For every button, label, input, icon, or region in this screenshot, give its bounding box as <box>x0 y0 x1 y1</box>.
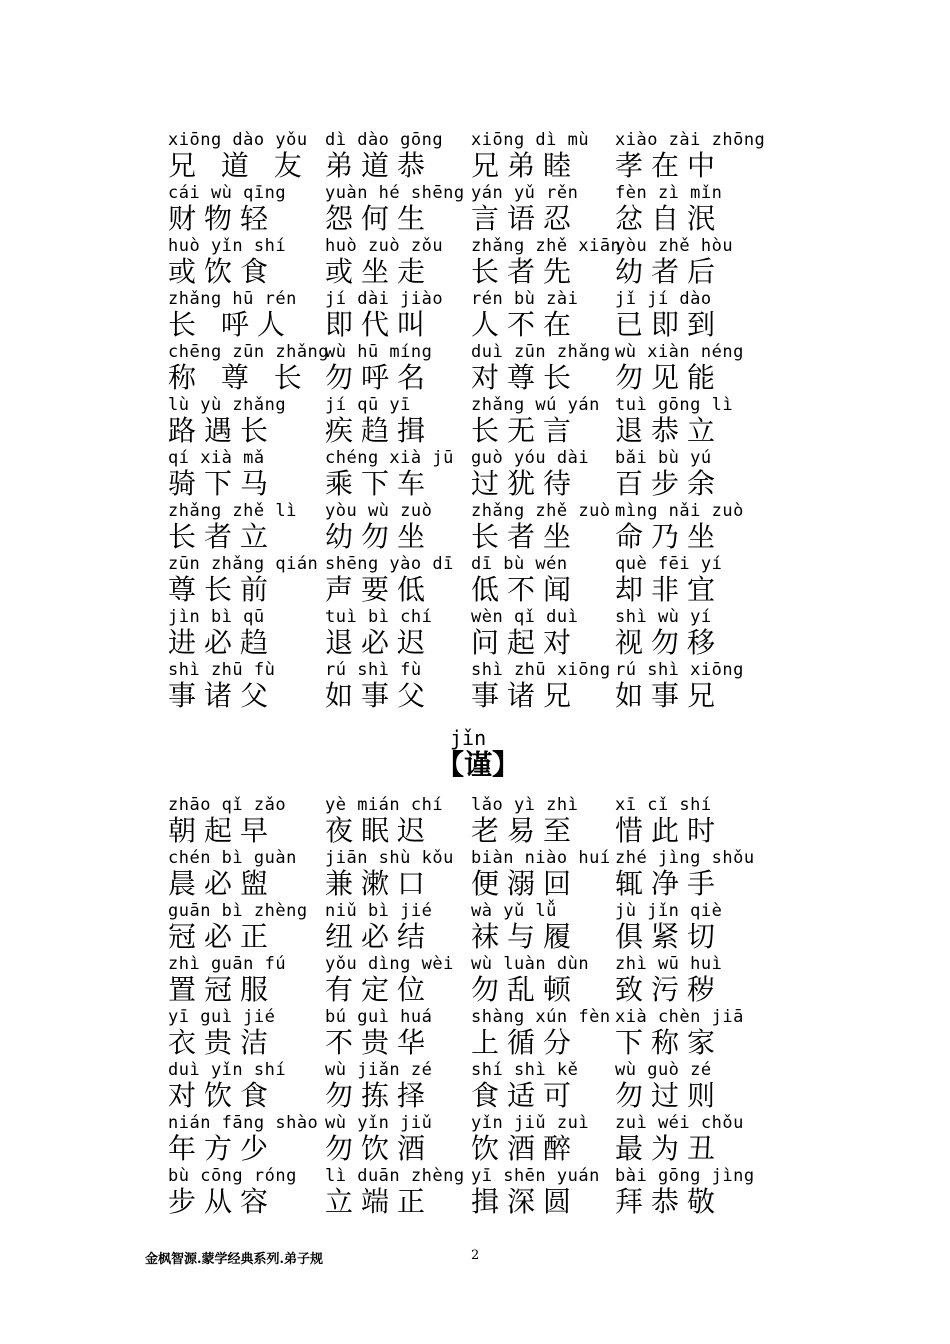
verse-line <box>168 130 808 184</box>
hanzi-text: 纽必结 <box>325 920 434 953</box>
verse-phrase <box>168 130 308 182</box>
pinyin-text: wù jiǎn zé <box>325 1060 433 1080</box>
hanzi-text: 俱紧切 <box>615 920 724 953</box>
verse-phrase <box>325 1007 465 1059</box>
pinyin-text: tuì bì chí <box>325 607 433 627</box>
verse-line <box>168 501 808 555</box>
hanzi-text: 已即到 <box>615 308 724 341</box>
verse-phrase <box>471 1007 611 1059</box>
pinyin-text: mìng nǎi zuò <box>615 501 744 521</box>
verse-line <box>168 1113 808 1167</box>
verse-phrase <box>325 342 465 394</box>
verse-phrase <box>325 607 465 659</box>
verse-phrase <box>615 660 755 712</box>
hanzi-text: 便溺回 <box>471 867 580 900</box>
hanzi-text: 或坐走 <box>325 255 434 288</box>
hanzi-text: 低不闻 <box>471 573 580 606</box>
pinyin-text: xī cǐ shí <box>615 795 712 815</box>
verse-phrase <box>168 795 308 847</box>
verse-line <box>168 1060 808 1114</box>
verse-line <box>168 448 808 502</box>
hanzi-text: 长者先 <box>471 255 580 288</box>
hanzi-text: 声要低 <box>325 573 434 606</box>
verse-phrase <box>325 448 465 500</box>
pinyin-text: bù cōng róng <box>168 1166 297 1186</box>
verse-phrase <box>615 1166 755 1218</box>
hanzi-text: 兄 道 友 <box>168 149 310 182</box>
hanzi-text: 惜此时 <box>615 814 724 847</box>
pinyin-text: shí shì kě <box>471 1060 579 1080</box>
pinyin-text: niǔ bì jié <box>325 901 433 921</box>
hanzi-text: 勿呼名 <box>325 361 434 394</box>
pinyin-text: shì zhū xiōng <box>471 660 611 680</box>
hanzi-text: 年方少 <box>168 1132 277 1165</box>
hanzi-text: 晨必盥 <box>168 867 277 900</box>
verse-phrase <box>325 130 465 182</box>
hanzi-text: 幼者后 <box>615 255 724 288</box>
hanzi-text: 对尊长 <box>471 361 580 394</box>
hanzi-text: 视勿移 <box>615 626 724 659</box>
pinyin-text: duì zūn zhǎng <box>471 342 611 362</box>
verse-phrase <box>325 954 465 1006</box>
verse-phrase <box>168 1007 308 1059</box>
hanzi-text: 老易至 <box>471 814 580 847</box>
pinyin-text: rén bù zài <box>471 289 579 309</box>
pinyin-text: fèn zì mǐn <box>615 183 723 203</box>
hanzi-text: 不贵华 <box>325 1026 434 1059</box>
verse-phrase <box>615 795 755 847</box>
hanzi-text: 致污秽 <box>615 973 724 1006</box>
hanzi-text: 食适可 <box>471 1079 580 1112</box>
verse-line <box>168 607 808 661</box>
hanzi-text: 进必趋 <box>168 626 277 659</box>
verse-line <box>168 848 808 902</box>
verse-phrase <box>168 660 308 712</box>
pinyin-text: shì zhū fù <box>168 660 276 680</box>
pinyin-text: lǎo yì zhì <box>471 795 579 815</box>
verse-phrase <box>615 183 755 235</box>
pinyin-text: bú guì huá <box>325 1007 433 1027</box>
verse-phrase <box>325 848 465 900</box>
verse-phrase <box>471 236 622 288</box>
hanzi-text: 勿拣择 <box>325 1079 434 1112</box>
pinyin-text: jǐ jí dào <box>615 289 712 309</box>
verse-phrase <box>168 289 308 341</box>
pinyin-text: chéng xià jū <box>325 448 454 468</box>
pinyin-text: wù guò zé <box>615 1060 712 1080</box>
verse-phrase <box>615 607 755 659</box>
pinyin-text: huò zuò zǒu <box>325 236 444 256</box>
hanzi-text: 拜恭敬 <box>615 1185 724 1218</box>
pinyin-text: zhǎng hū rén <box>168 289 297 309</box>
hanzi-text: 下称家 <box>615 1026 724 1059</box>
hanzi-text: 幼勿坐 <box>325 520 434 553</box>
hanzi-text: 孝在中 <box>615 149 724 182</box>
hanzi-text: 勿饮酒 <box>325 1132 434 1165</box>
verse-phrase <box>615 501 755 553</box>
verse-phrase <box>168 848 308 900</box>
pinyin-text: zhǎng zhě lì <box>168 501 297 521</box>
verse-phrase <box>471 501 611 553</box>
pinyin-text: rú shì fù <box>325 660 422 680</box>
verse-phrase <box>168 554 319 606</box>
pinyin-text: zhǎng zhě xiān <box>471 236 622 256</box>
hanzi-text: 衣贵洁 <box>168 1026 277 1059</box>
verse-phrase <box>615 395 755 447</box>
verse-phrase <box>325 289 465 341</box>
verse-phrase <box>325 554 465 606</box>
verse-phrase <box>471 795 611 847</box>
pinyin-text: jí dài jiào <box>325 289 444 309</box>
hanzi-text: 长者坐 <box>471 520 580 553</box>
verse-phrase <box>168 1166 308 1218</box>
verse-phrase <box>471 901 611 953</box>
hanzi-text: 立端正 <box>325 1185 434 1218</box>
verse-phrase <box>471 395 611 447</box>
hanzi-text: 过犹待 <box>471 467 580 500</box>
verse-phrase <box>168 448 308 500</box>
pinyin-text: zhì guān fú <box>168 954 287 974</box>
verse-line <box>168 1166 808 1220</box>
hanzi-text: 兼漱口 <box>325 867 434 900</box>
verse-phrase <box>325 901 465 953</box>
pinyin-text: yǐn jiǔ zuì <box>471 1113 590 1133</box>
pinyin-text: yòu wù zuò <box>325 501 433 521</box>
hanzi-text: 事诸父 <box>168 679 277 712</box>
pinyin-text: jù jǐn qiè <box>615 901 723 921</box>
verse-phrase <box>615 342 755 394</box>
verse-phrase <box>325 1113 465 1165</box>
verse-phrase <box>615 1060 755 1112</box>
pinyin-text: lì duān zhèng <box>325 1166 465 1186</box>
footer-series-title: 金枫智源.蒙学经典系列.弟子规 <box>145 1252 324 1267</box>
verse-line <box>168 289 808 343</box>
verse-phrase <box>168 901 308 953</box>
hanzi-text: 骑下马 <box>168 467 277 500</box>
pinyin-text: xià chèn jiā <box>615 1007 744 1027</box>
verse-phrase <box>168 342 330 394</box>
pinyin-text: jìn bì qū <box>168 607 265 627</box>
pinyin-text: qí xià mǎ <box>168 448 265 468</box>
verse-phrase <box>325 795 465 847</box>
verse-phrase <box>471 848 611 900</box>
hanzi-text: 乘下车 <box>325 467 434 500</box>
verse-phrase <box>471 1113 611 1165</box>
verse-line <box>168 554 808 608</box>
hanzi-text: 称 尊 长 <box>168 361 310 394</box>
pinyin-text: yǒu dìng wèi <box>325 954 454 974</box>
verse-phrase <box>615 954 755 1006</box>
hanzi-text: 如事兄 <box>615 679 724 712</box>
hanzi-text: 尊长前 <box>168 573 277 606</box>
verse-phrase <box>615 1113 755 1165</box>
pinyin-text: xiōng dì mù <box>471 130 590 150</box>
hanzi-text: 问起对 <box>471 626 580 659</box>
hanzi-text: 百步余 <box>615 467 724 500</box>
pinyin-text: huò yǐn shí <box>168 236 287 256</box>
pinyin-text: zūn zhǎng qián <box>168 554 319 574</box>
pinyin-text: rú shì xiōng <box>615 660 744 680</box>
pinyin-text: duì yǐn shí <box>168 1060 287 1080</box>
hanzi-text: 有定位 <box>325 973 434 1006</box>
verse-phrase <box>168 1113 319 1165</box>
verse-phrase <box>615 901 755 953</box>
hanzi-text: 揖深圆 <box>471 1185 580 1218</box>
pinyin-text: wù hū míng <box>325 342 433 362</box>
verse-phrase <box>615 448 755 500</box>
pinyin-text: shàng xún fèn <box>471 1007 611 1027</box>
pinyin-text: yè mián chí <box>325 795 444 815</box>
pinyin-text: zhǎng zhě zuò <box>471 501 611 521</box>
pinyin-text: yòu zhě hòu <box>615 236 734 256</box>
pinyin-text: dì dào gōng <box>325 130 444 150</box>
verse-phrase <box>471 554 611 606</box>
verse-line <box>168 183 808 237</box>
hanzi-text: 人不在 <box>471 308 580 341</box>
verse-phrase <box>325 660 465 712</box>
hanzi-text: 退恭立 <box>615 414 724 447</box>
verse-phrase <box>325 1060 465 1112</box>
hanzi-text: 弟道恭 <box>325 149 434 182</box>
hanzi-text: 勿见能 <box>615 361 724 394</box>
pinyin-text: guò yóu dài <box>471 448 590 468</box>
section-pinyin: jǐn <box>450 726 487 750</box>
pinyin-text: guān bì zhèng <box>168 901 308 921</box>
hanzi-text: 即代叫 <box>325 308 434 341</box>
pinyin-text: shēng yào dī <box>325 554 454 574</box>
hanzi-text: 袜与履 <box>471 920 580 953</box>
hanzi-text: 勿乱顿 <box>471 973 580 1006</box>
pinyin-text: jí qū yī <box>325 395 411 415</box>
pinyin-text: yán yǔ rěn <box>471 183 579 203</box>
verse-phrase <box>325 236 465 288</box>
verse-phrase <box>471 607 611 659</box>
pinyin-text: xiào zài zhōng <box>615 130 766 150</box>
verse-phrase <box>325 1166 465 1218</box>
pinyin-text: zhì wū huì <box>615 954 723 974</box>
verse-line <box>168 236 808 290</box>
hanzi-text: 命乃坐 <box>615 520 724 553</box>
hanzi-text: 夜眠迟 <box>325 814 434 847</box>
hanzi-text: 或饮食 <box>168 255 277 288</box>
verse-phrase <box>168 501 308 553</box>
hanzi-text: 如事父 <box>325 679 434 712</box>
pinyin-text: bài gōng jìng <box>615 1166 755 1186</box>
pinyin-text: biàn niào huí <box>471 848 611 868</box>
section-title: 【谨】 <box>436 748 521 781</box>
verse-phrase <box>615 1007 755 1059</box>
hanzi-text: 长无言 <box>471 414 580 447</box>
verse-phrase <box>168 236 308 288</box>
verse-phrase <box>471 954 611 1006</box>
verse-line <box>168 901 808 955</box>
pinyin-text: yuàn hé shēng <box>325 183 465 203</box>
pinyin-text: tuì gōng lì <box>615 395 734 415</box>
hanzi-text: 饮酒醉 <box>471 1132 580 1165</box>
pinyin-text: què fēi yí <box>615 554 723 574</box>
hanzi-text: 长 呼人 <box>168 308 293 341</box>
pinyin-text: zhāo qǐ zǎo <box>168 795 287 815</box>
pinyin-text: yī guì jié <box>168 1007 276 1027</box>
verse-line <box>168 1007 808 1061</box>
hanzi-text: 步从容 <box>168 1185 277 1218</box>
hanzi-text: 对饮食 <box>168 1079 277 1112</box>
hanzi-text: 怨何生 <box>325 202 434 235</box>
hanzi-text: 朝起早 <box>168 814 277 847</box>
verse-phrase <box>471 660 611 712</box>
hanzi-text: 言语忍 <box>471 202 580 235</box>
verse-phrase <box>168 395 308 447</box>
pinyin-text: xiōng dào yǒu <box>168 130 308 150</box>
verse-phrase <box>471 1166 611 1218</box>
pinyin-text: wà yǔ lǚ <box>471 901 557 921</box>
pinyin-text: wù yǐn jiǔ <box>325 1113 433 1133</box>
verse-phrase <box>615 130 766 182</box>
verse-phrase <box>615 236 755 288</box>
pinyin-text: zuì wéi chǒu <box>615 1113 744 1133</box>
hanzi-text: 上循分 <box>471 1026 580 1059</box>
hanzi-text: 辄净手 <box>615 867 724 900</box>
pinyin-text: zhé jìng shǒu <box>615 848 755 868</box>
verse-phrase <box>325 501 465 553</box>
verse-phrase <box>471 448 611 500</box>
verse-phrase <box>168 954 308 1006</box>
verse-phrase <box>615 289 755 341</box>
pinyin-text: nián fāng shào <box>168 1113 319 1133</box>
pinyin-text: yī shēn yuán <box>471 1166 600 1186</box>
verse-phrase <box>471 183 611 235</box>
verse-phrase <box>471 1060 611 1112</box>
pinyin-text: jiān shù kǒu <box>325 848 454 868</box>
pinyin-text: bǎi bù yú <box>615 448 712 468</box>
pinyin-text: chēng zūn zhǎng <box>168 342 330 362</box>
hanzi-text: 退必迟 <box>325 626 434 659</box>
verse-phrase <box>471 289 611 341</box>
verse-line <box>168 660 808 714</box>
hanzi-text: 兄弟睦 <box>471 149 580 182</box>
pinyin-text: wù luàn dùn <box>471 954 590 974</box>
verse-phrase <box>325 183 465 235</box>
verse-phrase <box>615 554 755 606</box>
hanzi-text: 路遇长 <box>168 414 277 447</box>
verse-phrase <box>325 395 465 447</box>
hanzi-text: 勿过则 <box>615 1079 724 1112</box>
hanzi-text: 财物轻 <box>168 202 277 235</box>
page-number: 2 <box>471 1248 480 1263</box>
pinyin-text: dī bù wén <box>471 554 568 574</box>
verse-phrase <box>168 1060 308 1112</box>
pinyin-text: zhǎng wú yán <box>471 395 600 415</box>
pinyin-text: chén bì guàn <box>168 848 297 868</box>
hanzi-text: 冠必正 <box>168 920 277 953</box>
verse-phrase <box>471 130 611 182</box>
verse-line <box>168 395 808 449</box>
verse-phrase <box>168 607 308 659</box>
hanzi-text: 疾趋揖 <box>325 414 434 447</box>
verse-line <box>168 795 808 849</box>
hanzi-text: 事诸兄 <box>471 679 580 712</box>
verse-phrase <box>615 848 755 900</box>
verse-phrase <box>168 183 308 235</box>
verse-line <box>168 342 808 396</box>
pinyin-text: shì wù yí <box>615 607 712 627</box>
hanzi-text: 最为丑 <box>615 1132 724 1165</box>
hanzi-text: 长者立 <box>168 520 277 553</box>
pinyin-text: cái wù qīng <box>168 183 287 203</box>
pinyin-text: wù xiàn néng <box>615 342 744 362</box>
verse-line <box>168 954 808 1008</box>
hanzi-text: 置冠服 <box>168 973 277 1006</box>
hanzi-text: 忿自泯 <box>615 202 724 235</box>
hanzi-text: 却非宜 <box>615 573 724 606</box>
verse-phrase <box>471 342 611 394</box>
pinyin-text: wèn qǐ duì <box>471 607 579 627</box>
pinyin-text: lù yù zhǎng <box>168 395 287 415</box>
